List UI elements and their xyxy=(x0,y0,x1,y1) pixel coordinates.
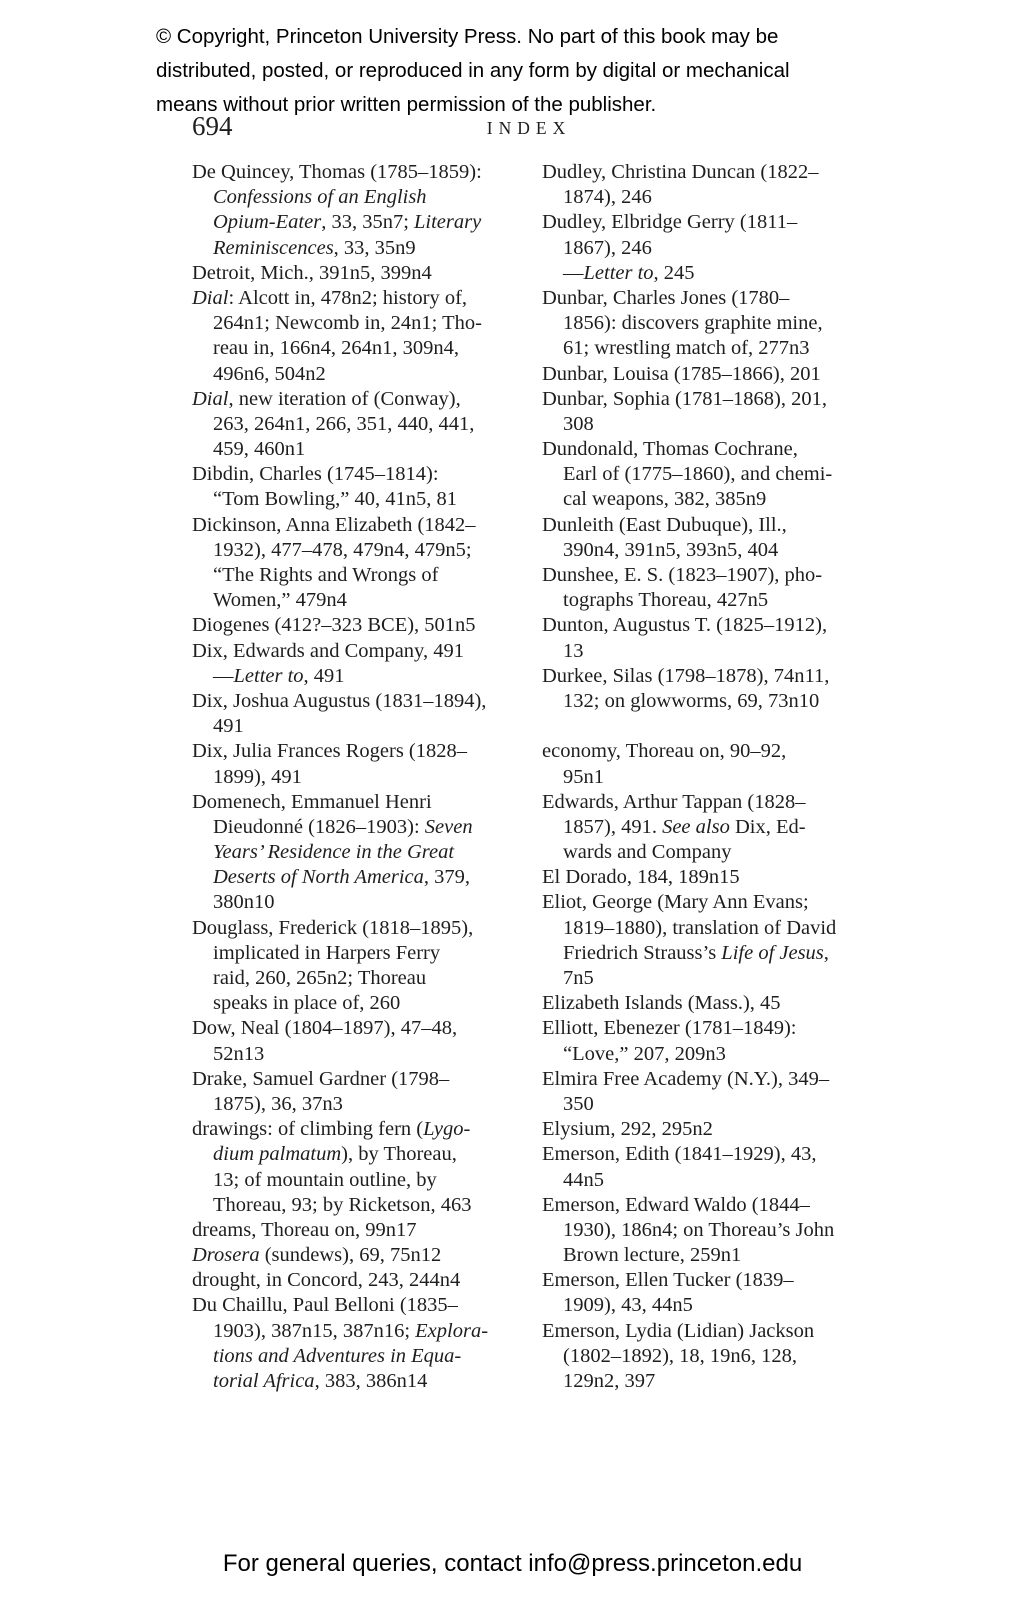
index-line: Dunbar, Sophia (1781–1868), 201, xyxy=(542,387,828,410)
index-line: speaks in place of, 260 xyxy=(213,992,401,1015)
index-line: tions and Adventures in Equa- xyxy=(213,1344,462,1367)
index-line: 350 xyxy=(563,1092,594,1115)
index-line: dium palmatum), by Thoreau, xyxy=(213,1143,457,1166)
index-line: Drake, Samuel Gardner (1798– xyxy=(192,1067,450,1090)
index-line: 1930), 186n4; on Thoreau’s John xyxy=(563,1218,835,1241)
index-line: Diogenes (412?–323 BCE), 501n5 xyxy=(192,614,476,637)
index-line: 1932), 477–478, 479n4, 479n5; xyxy=(213,538,472,561)
index-line: Dunton, Augustus T. (1825–1912), xyxy=(542,614,828,637)
index-line: torial Africa, 383, 386n14 xyxy=(213,1370,428,1392)
index-line: (1802–1892), 18, 19n6, 128, xyxy=(563,1344,798,1367)
index-line: Confessions of an English xyxy=(213,186,427,209)
index-line: tographs Thoreau, 427n5 xyxy=(563,589,769,612)
index-line: 1857), 491. See also Dix, Ed- xyxy=(563,815,806,838)
index-line: Dudley, Christina Duncan (1822– xyxy=(542,161,819,183)
index-line: Friedrich Strauss’s Life of Jesus, xyxy=(563,941,829,964)
index-line: Domenech, Emmanuel Henri xyxy=(192,790,432,813)
index-line: 496n6, 504n2 xyxy=(213,362,326,385)
index-line: Dix, Edwards and Company, 491 xyxy=(192,639,464,662)
index-line: Elizabeth Islands (Mass.), 45 xyxy=(542,992,781,1015)
index-line: Detroit, Mich., 391n5, 399n4 xyxy=(192,261,432,284)
index-line: cal weapons, 382, 385n9 xyxy=(563,488,767,511)
index-line: Edwards, Arthur Tappan (1828– xyxy=(542,790,806,813)
index-line: Douglass, Frederick (1818–1895), xyxy=(192,916,474,939)
index-line: 7n5 xyxy=(563,967,594,989)
page-header xyxy=(192,110,860,144)
index-line: Dibdin, Charles (1745–1814): xyxy=(192,463,439,486)
copyright-line-1: © Copyright, Princeton University Press. No part of this book may be xyxy=(156,25,779,48)
index-line: Deserts of North America, 379, xyxy=(213,866,471,889)
footer-contact: For general queries, contact info@press.princeton.edu xyxy=(222,1550,803,1577)
index-column-left xyxy=(192,160,545,1394)
index-line: Earl of (1775–1860), and chemi- xyxy=(563,463,833,486)
index-line: Dickinson, Anna Elizabeth (1842– xyxy=(192,513,476,536)
index-line: Dunshee, E. S. (1823–1907), pho- xyxy=(542,564,823,586)
index-line: 44n5 xyxy=(563,1168,604,1191)
index-line: 1856): discovers graphite mine, xyxy=(563,312,823,335)
index-line: —Letter to, 245 xyxy=(563,261,695,284)
index-line: economy, Thoreau on, 90–92, xyxy=(542,740,787,763)
index-line: Emerson, Ellen Tucker (1839– xyxy=(542,1269,794,1292)
index-line: 491 xyxy=(213,715,244,738)
index-line: Elliott, Ebenezer (1781–1849): xyxy=(542,1017,797,1040)
index-line: drought, in Concord, 243, 244n4 xyxy=(192,1269,461,1292)
index-line: 129n2, 397 xyxy=(563,1370,656,1392)
index-line: Elysium, 292, 295n2 xyxy=(542,1118,713,1141)
index-line: 459, 460n1 xyxy=(213,438,306,461)
index-line: Dial: Alcott in, 478n2; history of, xyxy=(192,286,468,309)
index-line: drawings: of climbing fern (Lygo- xyxy=(192,1118,471,1141)
index-line: “The Rights and Wrongs of xyxy=(213,564,439,586)
index-line: 1875), 36, 37n3 xyxy=(213,1092,343,1115)
index-line: Emerson, Edward Waldo (1844– xyxy=(542,1193,810,1216)
copyright-notice xyxy=(156,20,790,122)
index-line: Dieudonné (1826–1903): Seven xyxy=(213,815,473,838)
index-line: 1903), 387n15, 387n16; Explora- xyxy=(213,1319,489,1342)
index-line: Brown lecture, 259n1 xyxy=(563,1244,742,1267)
copyright-line-2: distributed, posted, or reproduced in any form by digital or mechanical xyxy=(156,59,790,82)
index-line: Dix, Joshua Augustus (1831–1894), xyxy=(192,689,487,712)
index-line: De Quincey, Thomas (1785–1859): xyxy=(192,161,482,183)
index-line: Elmira Free Academy (N.Y.), 349– xyxy=(542,1067,830,1090)
index-line: Durkee, Silas (1798–1878), 74n11, xyxy=(542,664,830,687)
index-line: 95n1 xyxy=(563,765,604,788)
index-line: 13 xyxy=(563,639,584,662)
index-line: 52n13 xyxy=(213,1042,265,1065)
index-line: Dudley, Elbridge Gerry (1811– xyxy=(542,211,798,234)
index-line: Du Chaillu, Paul Belloni (1835– xyxy=(192,1294,458,1317)
blank-line xyxy=(542,714,895,739)
index-line: 264n1; Newcomb in, 24n1; Tho- xyxy=(213,312,482,335)
index-line: 1819–1880), translation of David xyxy=(563,916,837,939)
index-line: 13; of mountain outline, by xyxy=(213,1168,437,1191)
index-line: Dundonald, Thomas Cochrane, xyxy=(542,438,798,461)
index-line: 61; wrestling match of, 277n3 xyxy=(563,337,810,360)
index-line: wards and Company xyxy=(563,841,732,864)
index-line: Emerson, Edith (1841–1929), 43, xyxy=(542,1143,817,1166)
index-line: 308 xyxy=(563,412,594,435)
index-line: Years’ Residence in the Great xyxy=(213,841,455,864)
index-line: Dial, new iteration of (Conway), xyxy=(192,387,461,410)
copyright-line-3: means without prior written permission of the publisher. xyxy=(156,93,657,116)
index-line: 132; on glowworms, 69, 73n10 xyxy=(563,689,820,712)
index-line: 390n4, 391n5, 393n5, 404 xyxy=(563,538,779,561)
index-line: 1909), 43, 44n5 xyxy=(563,1294,693,1317)
index-line: Thoreau, 93; by Ricketson, 463 xyxy=(213,1193,472,1216)
index-line: Women,” 479n4 xyxy=(213,589,347,612)
index-line: Eliot, George (Mary Ann Evans; xyxy=(542,891,809,914)
index-line: 263, 264n1, 266, 351, 440, 441, xyxy=(213,412,475,435)
index-line: Dow, Neal (1804–1897), 47–48, xyxy=(192,1017,458,1040)
index-line: dreams, Thoreau on, 99n17 xyxy=(192,1218,417,1241)
index-line: raid, 260, 265n2; Thoreau xyxy=(213,967,427,989)
running-head-title: INDEX xyxy=(486,118,572,138)
index-line: Opium-Eater, 33, 35n7; Literary xyxy=(213,211,482,234)
index-line: “Tom Bowling,” 40, 41n5, 81 xyxy=(213,488,457,511)
index-line: 1899), 491 xyxy=(213,765,302,788)
index-line: Dix, Julia Frances Rogers (1828– xyxy=(192,740,467,763)
page-number: 694 xyxy=(192,111,233,141)
index-line: Emerson, Lydia (Lidian) Jackson xyxy=(542,1319,815,1342)
index-line: implicated in Harpers Ferry xyxy=(213,941,441,964)
index-column-right xyxy=(542,160,895,1394)
index-line: Dunbar, Charles Jones (1780– xyxy=(542,286,790,309)
index-line: Drosera (sundews), 69, 75n12 xyxy=(192,1244,442,1267)
index-line: “Love,” 207, 209n3 xyxy=(563,1042,726,1065)
index-line: Reminiscences, 33, 35n9 xyxy=(213,236,416,259)
index-line: 380n10 xyxy=(213,891,275,914)
index-line: Dunleith (East Dubuque), Ill., xyxy=(542,513,787,536)
index-line: —Letter to, 491 xyxy=(213,664,345,687)
index-line: 1867), 246 xyxy=(563,236,652,259)
index-line: reau in, 166n4, 264n1, 309n4, xyxy=(213,337,459,360)
index-line: 1874), 246 xyxy=(563,186,652,209)
index-line: Dunbar, Louisa (1785–1866), 201 xyxy=(542,362,821,385)
index-line: El Dorado, 184, 189n15 xyxy=(542,866,740,889)
